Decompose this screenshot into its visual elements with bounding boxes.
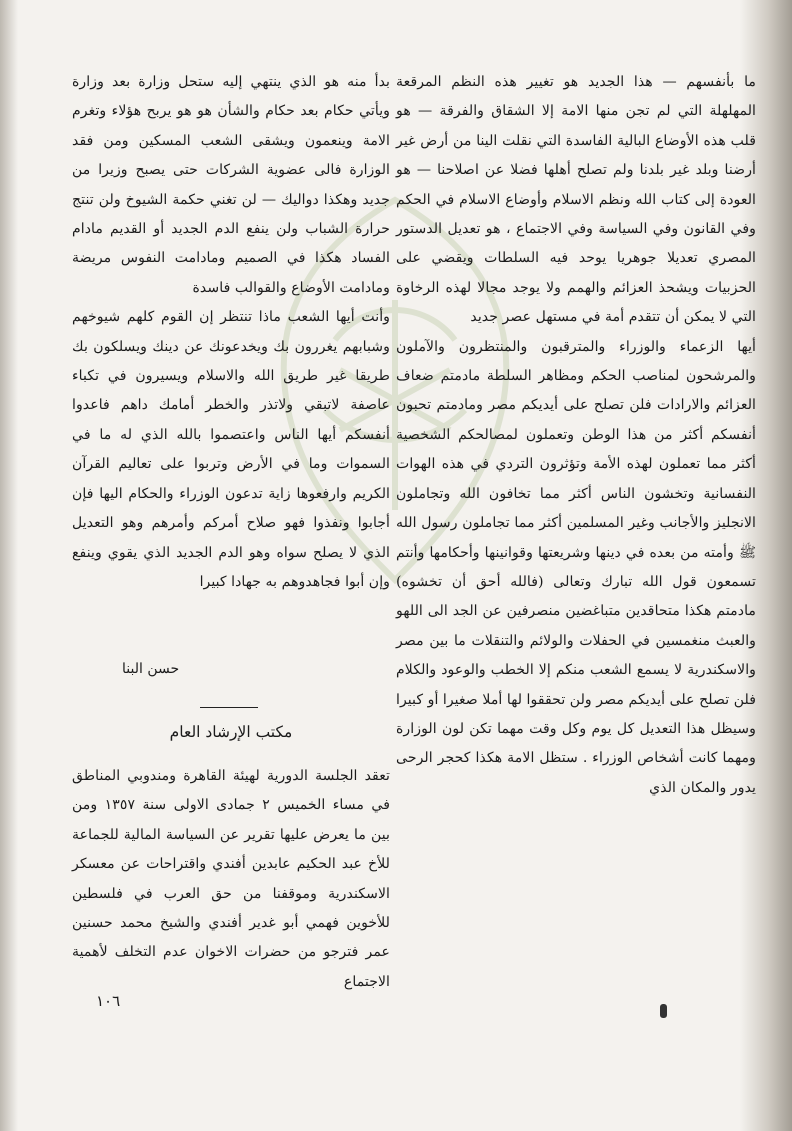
article-column-left — [72, 68, 390, 597]
page-number: ١٠٦ — [96, 992, 121, 1010]
announcement-column — [72, 762, 390, 997]
ink-mark — [660, 1004, 667, 1018]
separator-line — [200, 707, 258, 708]
page-left-shadow — [0, 0, 18, 1131]
paragraph: وأنت أيها الشعب ماذا تنتظر إن القوم كلهم شيوخهم وشبابهم يغررون بك ويخدعونك عن دينك ويسلكون بك طريقا غير طريق الله والاسلام ويسيرون في تكباء عاصفة لاتبقي ولاتذر والخطر أمامك داهم فاعدوا أنفسكم أيها الناس واعتصموا بالله الذي له ما في السموات وما في الأرض وتربوا على تعاليم القرآن الكريم وارفعوها زاية تدعون الوزراء والحكام اليها فإن أجابوا ونفذوا فهو صلاح أمركم وأمرهم وهو التعديل الذي لا يصلح سواه وهو الدم الجديد الذي يقوي وينفع وإن أبوا فجاهدوهم به جهادا كبيرا — [72, 309, 390, 590]
section-heading: مكتب الإرشاد العام — [169, 723, 293, 741]
paragraph: ما بأنفسهم — هذا الجديد هو تغيير هذه النظم المرقعة المهلهلة التي لم تجن منها الامة إلا الشقاق والفرقة — هو قلب هذه الأوضاع البالية الفاسدة التي نقلت الينا من أرض غير أرضنا وبلد غير بلدنا ولم تصلح أهلها فضلا عن اصلاحنا — هو العودة إلى كتاب الله ونظم الاسلام وأوضاع الاسلام في الحكم وفي القانون وفي السياسة وفي الاجتماع ، هو تعديل الدستور المصري تعديلا جوهريا يوحد فيه السلطات ويقضي على الحزبيات ويشحذ العزائم والهمم ولا يوجد مجالا لهذه الرخاوة التي لا يمكن أن تتقدم أمة في مستهل عصر جديد — [396, 74, 756, 326]
article-column-right — [396, 68, 756, 803]
paragraph: تعقد الجلسة الدورية لهيئة القاهرة ومندوبي المناطق في مساء الخميس ٢ جمادى الاولى سنة ١٣٥٧ ومن بين ما يعرض عليها تقرير عن السياسة المالية للجماعة للأخ عبد الحكيم عابدين أفندي واقتراحات عن معسكر الاسكندرية وموقفنا من حق العرب في فلسطين للأخوين فهمي أبو غدير أفندي والشيخ محمد حسنين عمر فترجو من حضرات الاخوان عدم التخلف لأهمية الاجتماع — [72, 768, 390, 990]
paragraph: أيها الزعماء والوزراء والمترقبون والمنتظرون والآملون والمرشحون لمناصب الحكم ومظاهر السلطة مادمتم ضعاف العزائم والارادات فلن تصلح على أيديكم مصر ومادمتم تحبون أنفسكم أكثر من هذا الوطن وتعملون لمصالحكم الشخصية أكثر مما تعملون لهذه الأمة وتؤثرون التردي في هذه الهوات النفسانية وتخشون الناس أكثر مما تخافون الله وتجاملون الانجليز والأجانب وغير المسلمين أكثر مما تجاملون رسول الله ﷺ وأمته من بعده في دينها وشريعتها وقوانينها وأحكامها وأنتم تسمعون قول الله تبارك وتعالى (فالله أحق أن تخشوه) مادمتم هكذا متحاقدين متباغضين منصرفين عن الجد الى اللهو والعبث منغمسين في الحفلات والولائم والتنقلات ما بين مصر والاسكندرية لا يسمع الشعب منكم إلا الخطب والوعود والكلام فلن تصلح على أيديكم مصر ولن تحققوا لها أملا صغيرا أو كبيرا وسيظل هذا التعديل كل يوم وكل وقت مهما تكن لون الوزارة ومهما كانت أشخاص الوزراء . ستظل الامة هكذا كحجر الرحى يدور والمكان الذي — [396, 338, 756, 796]
author-signature: حسن البنا — [122, 661, 180, 677]
paragraph: بدأ منه هو الذي ينتهي إليه ستحل وزارة بعد وزارة ويأتي حكام بعد حكام والشأن هو هو يربح هؤلاء وتغرم الامة وينعمون ويشقى الشعب المسكين ومن فقد الوزارة فالى عضوية الشركات حتى يصبح وزيرا من جديد وهكذا دواليك — لن تغني حكمة الشيوخ ولن تنتج حرارة الشباب ولن ينفع الدم الجديد أو القديم مادام الفساد هكذا في الصميم ومادامت النفوس مريضة ومادامت الأوضاع والقوالب فاسدة — [72, 74, 390, 296]
